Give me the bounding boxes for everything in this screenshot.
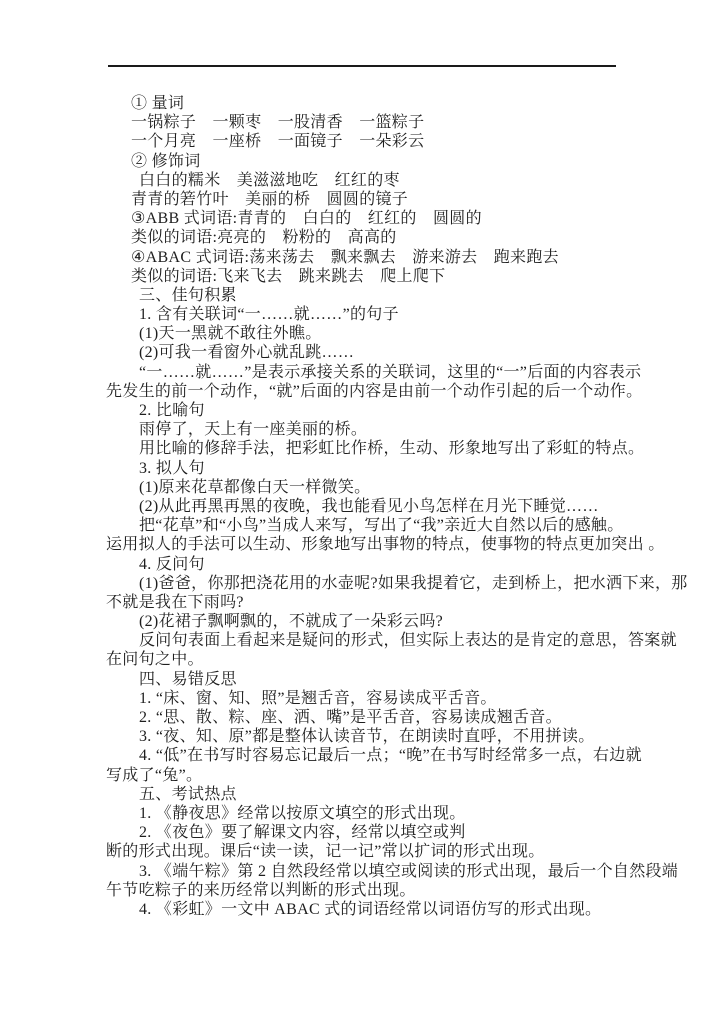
text-line: 4. 《彩虹》一文中 ABAC 式的词语经常以词语仿写的形式出现。	[139, 900, 602, 918]
text-line: 1. 《静夜思》经常以按原文填空的形式出现。	[139, 804, 466, 822]
text-line: 运用拟人的手法可以生动、形象地写出事物的特点，使事物的特点更加突出 。	[106, 536, 665, 554]
text-line: (2)花裙子飘啊飘的，不就成了一朵彩云吗?	[139, 613, 444, 631]
text-line: ③ABB 式词语:青青的 白白的 红红的 圆圆的	[131, 210, 482, 228]
text-line: 2. 《夜色》要了解课文内容，经常以填空或判	[139, 824, 466, 842]
text-line: ② 修饰词	[131, 152, 201, 170]
text-line: 1. “床、窗、知、照”是翘舌音，容易读成平舌音。	[139, 689, 497, 707]
header-divider	[108, 65, 616, 67]
text-line: 断的形式出现。课后“读一读，记一记”常以扩词的形式出现。	[106, 843, 545, 861]
section-heading: 四、易错反思	[139, 670, 237, 688]
text-line: 不就是我在下雨吗?	[106, 593, 244, 611]
text-line: 4. 反问句	[139, 555, 205, 573]
text-line: 1. 含有关联词“一……就……”的句子	[139, 306, 399, 324]
text-line: 4. “低”在书写时容易忘记最后一点；“晚”在书写时经常多一点，右边就	[139, 747, 642, 765]
text-line: 用比喻的修辞手法，把彩虹比作桥，生动、形象地写出了彩虹的特点。	[139, 440, 645, 458]
text-line: 午节吃粽子的来历经常以判断的形式出现。	[106, 881, 416, 899]
text-line: 把“花草”和“小鸟”当成人来写，写出了“我”亲近大自然以后的感触。	[139, 517, 624, 535]
text-line: 2. “思、散、粽、座、洒、嘴”是平舌音，容易读成翘舌音。	[139, 709, 562, 726]
section-heading: 三、佳句积累	[139, 286, 237, 304]
text-line: 一锅粽子 一颗枣 一股清香 一篮粽子	[131, 114, 425, 132]
text-line: 白白的糯米 美滋滋地吃 红红的枣	[139, 171, 400, 189]
text-line: ④ABAC 式词语:荡来荡去 飘来飘去 游来游去 跑来跑去	[131, 248, 559, 266]
text-line: 雨停了，天上有一座美丽的桥。	[139, 421, 368, 439]
text-line: 类似的词语:亮亮的 粉粉的 高高的	[131, 229, 397, 247]
text-line: 2. 比喻句	[139, 402, 205, 419]
section-heading: 五、考试热点	[139, 785, 237, 803]
text-line: 写成了“兔”。	[106, 766, 203, 784]
text-line: 3. “夜、知、原”都是整体认读音节，在朗读时直呼，不用拼读。	[139, 728, 595, 746]
document-body	[106, 94, 688, 919]
text-line: (1)原来花草都像白天一样微笑。	[139, 478, 371, 496]
text-line: 先发生的前一个动作，“就”后面的内容是由前一个动作引起的后一个动作。	[106, 382, 643, 400]
text-line: 3. 拟人句	[139, 459, 205, 477]
text-line: 青青的箬竹叶 美丽的桥 圆圆的镜子	[131, 190, 409, 208]
text-line: 类似的词语:飞来飞去 跳来跳去 爬上爬下	[131, 267, 446, 285]
text-line: (2)从此再黑再黑的夜晚，我也能看见小鸟怎样在月光下睡觉……	[139, 497, 599, 515]
text-line: (1)天一黑就不敢往外瞧。	[139, 325, 322, 343]
text-line: 3. 《端午粽》第 2 自然段经常以填空或阅读的形式出现，最后一个自然段端	[139, 862, 679, 880]
text-line: 反问句表面上看起来是疑问的形式，但实际上表达的是肯定的意思，答案就	[139, 632, 677, 650]
text-line: “一……就……”是表示承接关系的关联词，这里的“一”后面的内容表示	[139, 363, 642, 381]
text-line: ① 量词	[131, 95, 185, 112]
text-line: 一个月亮 一座桥 一面镜子 一朵彩云	[131, 133, 425, 151]
text-line: (1)爸爸，你那把浇花用的水壶呢?如果我提着它，走到桥上，把水洒下来，那	[139, 574, 688, 592]
text-line: 在问句之中。	[106, 651, 204, 669]
text-line: (2)可我一看窗外心就乱跳……	[139, 344, 355, 362]
